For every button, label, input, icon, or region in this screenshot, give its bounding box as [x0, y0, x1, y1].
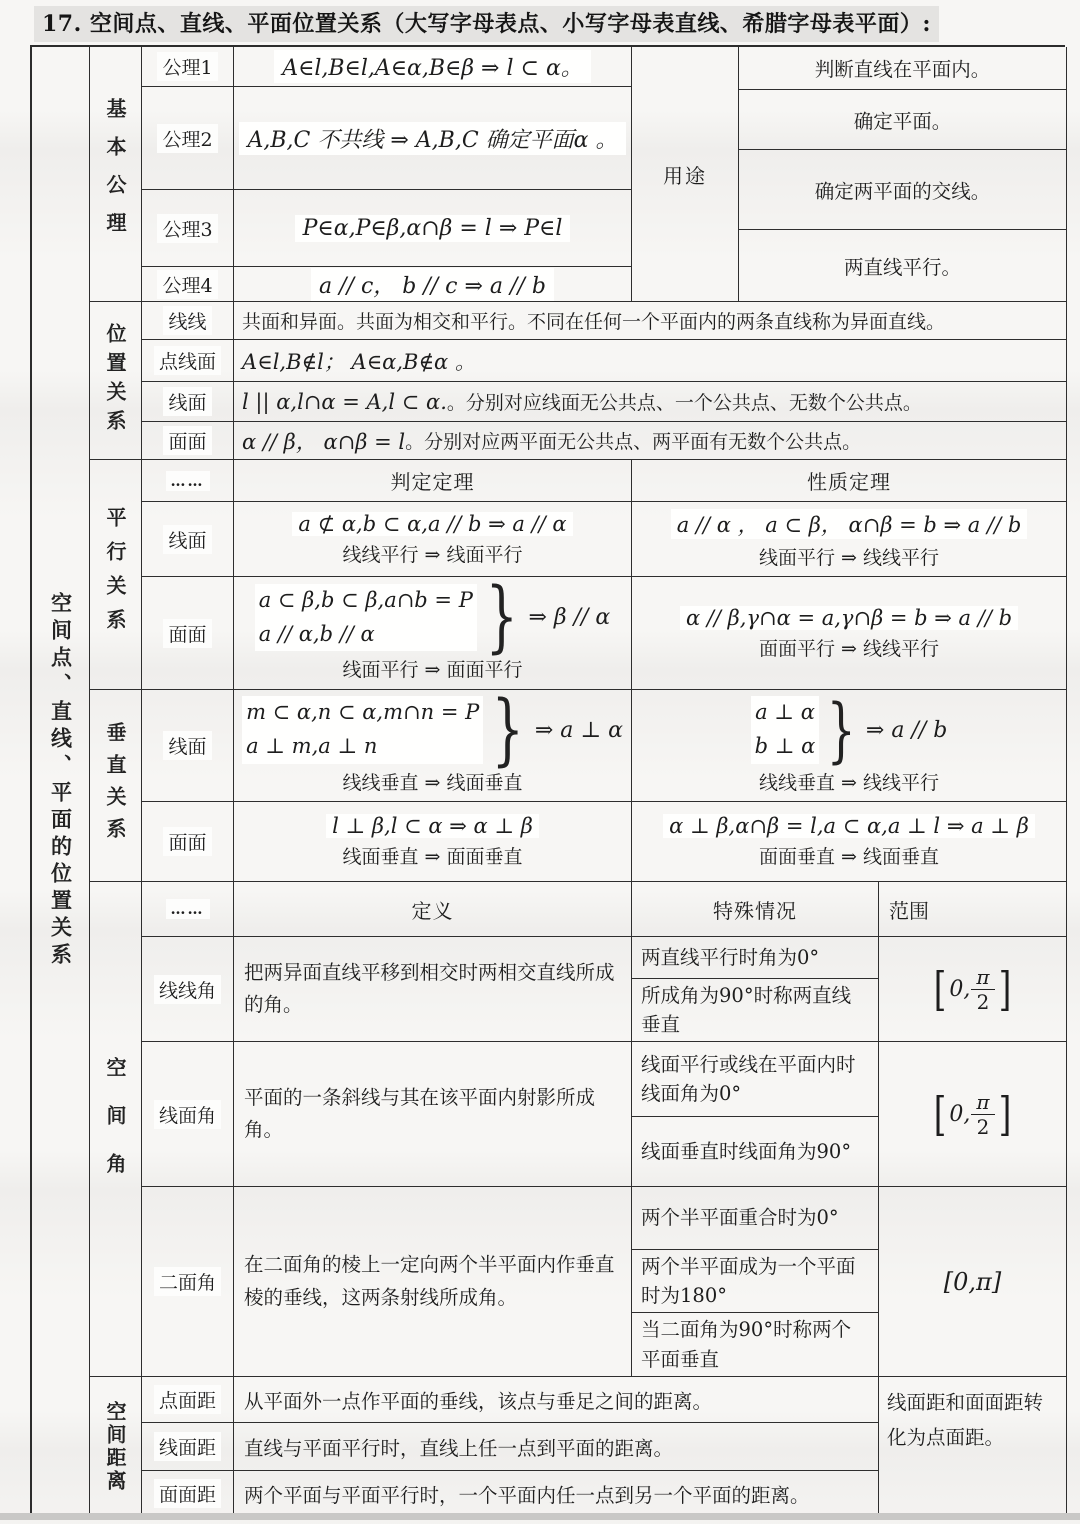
axiom1-formula-cell — [234, 47, 632, 87]
ang-lp-label-cell — [142, 1042, 234, 1187]
perp-plane-plane-row — [142, 802, 1067, 882]
axiom1-formula: A∈l,B∈l,A∈α,B∈β ⇒ l ⊂ α。 — [274, 50, 591, 83]
main-table — [30, 45, 1065, 1515]
perp-pp-prop-note: 面面垂直 ⇒ 线面垂直 — [759, 846, 939, 868]
ang-ll-special-col — [632, 937, 879, 1042]
fraction-denominator: 2 — [976, 989, 990, 1014]
par-lp-label: 线面 — [163, 525, 211, 554]
axiom3-label: 公理3 — [157, 214, 217, 243]
pos-plp-label: 点线面 — [154, 346, 221, 375]
par-lp-judge-formula: a ⊄ α,b ⊂ α,a // b ⇒ a // α — [292, 512, 572, 536]
usage-item-2: 确定平面。 — [739, 90, 1067, 150]
section-parallel — [90, 460, 1067, 690]
axiom2-formula-cell — [234, 87, 632, 190]
parallel-header-row — [142, 460, 1067, 502]
parallel-plane-plane-row — [142, 577, 1067, 690]
special-case-header: 特殊情况 — [632, 882, 879, 937]
right-brace: } — [827, 690, 857, 771]
perp-lp-prop-note: 线线垂直 ⇒ 线线平行 — [759, 771, 939, 794]
position-row-line-plane — [142, 382, 1067, 422]
perp-lp-judge-group — [242, 690, 623, 775]
par-lp-prop-formula: a // α ， a ⊂ β， α∩β = b ⇒ a // b — [671, 509, 1028, 539]
perp-section-label: 垂直关系 — [103, 721, 127, 850]
axiom-row-4 — [142, 267, 632, 302]
par-lp-label-cell — [142, 502, 234, 577]
angles-rows — [142, 882, 1067, 1377]
par-lp-prop-note: 线面平行 ⇒ 线线平行 — [759, 546, 939, 569]
axiom2-label: 公理2 — [157, 124, 217, 153]
section-angles — [90, 882, 1067, 1377]
parallel-section-label-cell — [90, 460, 142, 690]
ang-ll-range-cell — [879, 937, 1067, 1042]
side-label-cell — [32, 47, 90, 1515]
perp-pp-judge-formula: l ⊥ β,l ⊂ α ⇒ α ⊥ β — [326, 814, 539, 838]
perp-lp-prop-group — [751, 690, 948, 771]
pos-plp-math: A∈l,B∉l； A∈α,B∉α 。 — [242, 349, 476, 374]
axiom4-formula: a // c， b // c ⇒ a // b — [311, 268, 554, 301]
perp-lp-judge-lines — [242, 696, 483, 763]
par-pp-label: 面面 — [163, 619, 211, 648]
par-pp-judge-line2: a // α,b // α — [258, 621, 375, 646]
bracket-close: ] — [998, 1086, 1011, 1141]
dist-fpp-label: 面面距 — [154, 1479, 221, 1508]
axioms-section-label: 基本公理 — [103, 98, 127, 250]
property-theorem-header: 性质定理 — [632, 460, 1067, 502]
pos-lp-label: 线面 — [163, 387, 211, 416]
dist-lp-label: 线面距 — [154, 1432, 221, 1461]
dots: …… — [166, 471, 210, 491]
perp-lp-label-cell — [142, 690, 234, 802]
perp-pp-label: 面面 — [163, 827, 211, 856]
parallel-dots-cell — [142, 460, 234, 502]
usage-item-3: 确定两平面的交线。 — [739, 150, 1067, 230]
ang-dh-label: 二面角 — [154, 1267, 221, 1296]
ang-lp-special-2: 线面垂直时线面角为90° — [632, 1117, 879, 1187]
usage-label-cell — [632, 47, 739, 302]
distance-section-label-cell — [90, 1377, 142, 1517]
dist-pp-label: 点面距 — [154, 1385, 221, 1414]
distance-note-cell: 线面距和面面距转化为点面距。 — [879, 1377, 1067, 1517]
pos-ll-label-cell — [142, 302, 234, 340]
position-rows — [142, 302, 1067, 460]
dist-lp-label-cell — [142, 1423, 234, 1471]
fraction-numerator: π — [971, 1091, 994, 1115]
perp-lp-judge-result: ⇒ a ⊥ α — [534, 717, 623, 743]
axiom3-formula-cell — [234, 190, 632, 267]
par-pp-judge-note: 线面平行 ⇒ 面面平行 — [342, 659, 523, 682]
pos-lp-math: l || α,l∩α = A,l ⊂ α. — [242, 389, 447, 414]
perp-pp-prop-cell — [632, 802, 1067, 882]
distance-row-plane-plane — [142, 1471, 879, 1517]
axiom-row-2 — [142, 87, 632, 190]
perp-lp-judge-line2: a ⊥ m,a ⊥ n — [246, 734, 378, 758]
angle-dihedral-row — [142, 1187, 1067, 1377]
judge-theorem-header: 判定定理 — [234, 460, 632, 502]
angle-line-line-row — [142, 937, 1067, 1042]
parallel-rows — [142, 460, 1067, 690]
range-0-pi-over-2 — [931, 961, 1013, 1016]
perp-pp-label-cell — [142, 802, 234, 882]
axiom1-label: 公理1 — [157, 52, 217, 81]
fraction-pi-2 — [971, 966, 994, 1013]
axioms-section-label-cell — [90, 47, 142, 302]
pos-plp-content-cell — [234, 340, 1067, 382]
distance-rows — [142, 1377, 879, 1517]
dist-pp-label-cell — [142, 1377, 234, 1423]
ang-dh-definition: 在二面角的棱上一定向两个半平面内作垂直棱的垂线，这两条射线所成角。 — [234, 1187, 632, 1377]
fraction-pi-2 — [971, 1091, 994, 1138]
perp-lp-prop-line2: b ⊥ α — [754, 734, 816, 758]
perp-lp-label: 线面 — [163, 731, 211, 760]
ang-ll-special-2: 所成角为90°时称两直线垂直 — [632, 979, 879, 1042]
axiom4-label-cell — [142, 267, 234, 302]
axiom3-label-cell — [142, 190, 234, 267]
ang-dh-special-2: 两个半平面成为一个平面时为180° — [632, 1250, 879, 1313]
ang-ll-label: 线线角 — [154, 975, 221, 1004]
par-lp-judge-note: 线线平行 ⇒ 线面平行 — [342, 543, 523, 566]
pos-ll-text: 共面和异面。共面为相交和平行。不同在任何一个平面内的两条直线称为异面直线。 — [242, 311, 946, 333]
par-pp-judge-lines — [255, 584, 477, 651]
pos-lp-content-cell — [234, 382, 1067, 422]
ang-dh-special-col — [632, 1187, 879, 1377]
position-row-point-line-plane — [142, 340, 1067, 382]
par-pp-judge-line1: a ⊂ β,b ⊂ β,a∩b = P — [258, 587, 473, 612]
pos-ll-label: 线线 — [163, 306, 211, 335]
position-row-line-line — [142, 302, 1067, 340]
pos-pp-label-cell — [142, 422, 234, 460]
distance-row-point-plane — [142, 1377, 879, 1423]
usage-list — [739, 47, 1067, 302]
par-pp-prop-formula: α // β,γ∩α = a,γ∩β = b ⇒ a // b — [680, 606, 1018, 630]
pos-pp-label: 面面 — [163, 426, 211, 455]
position-row-plane-plane — [142, 422, 1067, 460]
ang-dh-special-3: 当二面角为90°时称两个平面垂直 — [632, 1313, 879, 1377]
par-pp-judge-result: ⇒ β // α — [528, 605, 611, 630]
perp-lp-prop-lines — [751, 696, 820, 763]
dist-fpp-content: 两个平面与平面平行时，一个平面内任一点到另一个平面的距离。 — [234, 1471, 879, 1517]
ang-lp-definition: 平面的一条斜线与其在该平面内射影所成角。 — [234, 1042, 632, 1187]
ang-dh-range-cell — [879, 1187, 1067, 1377]
pos-pp-math: α // β， α∩β = l — [242, 429, 406, 454]
ang-lp-special-1: 线面平行或线在平面内时线面角为0° — [632, 1042, 879, 1117]
perp-pp-judge-cell — [234, 802, 632, 882]
par-lp-judge-cell — [234, 502, 632, 577]
section-perpendicular — [90, 690, 1067, 882]
axioms-rows — [142, 47, 632, 302]
right-brace: } — [485, 577, 518, 663]
par-lp-prop-cell — [632, 502, 1067, 577]
scan-bottom-band — [0, 1513, 1080, 1520]
parallel-line-plane-row — [142, 502, 1067, 577]
range-header: 范围 — [879, 882, 1067, 937]
section-position — [90, 302, 1067, 460]
perp-line-plane-row — [142, 690, 1067, 802]
par-pp-prop-note: 面面平行 ⇒ 线线平行 — [759, 637, 939, 660]
perp-lp-prop-cell — [632, 690, 1067, 802]
perp-pp-prop-formula: α ⊥ β,α∩β = l,a ⊂ α,a ⊥ l ⇒ a ⊥ β — [663, 814, 1035, 838]
par-pp-judge-cell — [234, 577, 632, 690]
position-section-label-cell — [90, 302, 142, 460]
section-axioms — [90, 47, 1067, 302]
usage-item-4: 两直线平行。 — [739, 230, 1067, 302]
axiom2-label-cell — [142, 87, 234, 190]
axiom-row-3 — [142, 190, 632, 267]
bracket-open: [ — [934, 1086, 947, 1141]
perp-pp-judge-note: 线面垂直 ⇒ 面面垂直 — [342, 846, 523, 868]
range-0-pi: [0,π] — [943, 1267, 1002, 1296]
ang-lp-special-col — [632, 1042, 879, 1187]
usage-label: 用途 — [663, 163, 707, 188]
pos-pp-content-cell — [234, 422, 1067, 460]
usage-item-1: 判断直线在平面内。 — [739, 47, 1067, 90]
ang-lp-range-cell — [879, 1042, 1067, 1187]
ang-ll-label-cell — [142, 937, 234, 1042]
par-pp-label-cell — [142, 577, 234, 690]
pos-lp-label-cell — [142, 382, 234, 422]
bracket-open: [ — [934, 961, 947, 1016]
distance-section-label: 空间距离 — [103, 1400, 127, 1493]
dots: …… — [166, 899, 210, 919]
range-zero: 0, — [949, 976, 971, 1002]
axiom4-label: 公理4 — [157, 270, 217, 299]
page-title: 17. 空间点、直线、平面位置关系（大写字母表点、小写字母表直线、希腊字母表平面）: — [34, 6, 939, 42]
dist-pp-content: 从平面外一点作平面的垂线，该点与垂足之间的距离。 — [234, 1377, 879, 1423]
axiom3-formula: P∈α,P∈β,α∩β = l ⇒ P∈l — [295, 215, 571, 242]
definition-header: 定义 — [234, 882, 632, 937]
perp-lp-judge-note: 线线垂直 ⇒ 线面垂直 — [342, 771, 523, 794]
axiom-row-1 — [142, 47, 632, 87]
angle-line-plane-row — [142, 1042, 1067, 1187]
perp-lp-prop-line1: a ⊥ α — [755, 700, 815, 725]
perp-rows — [142, 690, 1067, 882]
pos-pp-text: 。分别对应两平面无公共点、两平面有无数个公共点。 — [405, 431, 862, 453]
ang-ll-special-1: 两直线平行时角为0° — [632, 937, 879, 979]
position-section-label: 位置关系 — [103, 322, 127, 439]
axiom2-formula: A,B,C 不共线 ⇒ A,B,C 确定平面α 。 — [239, 122, 625, 155]
range-0-pi-over-2 — [931, 1086, 1013, 1141]
perp-lp-prop-result: ⇒ a // b — [865, 717, 948, 743]
par-pp-judge-group — [255, 577, 611, 663]
perp-lp-judge-line1: m ⊂ α,n ⊂ α,m∩n = P — [246, 700, 480, 725]
fraction-denominator: 2 — [976, 1114, 990, 1139]
distance-row-line-plane — [142, 1423, 879, 1471]
ang-lp-label: 线面角 — [154, 1100, 221, 1129]
angles-dots-cell — [142, 882, 234, 937]
right-brace: } — [491, 690, 525, 775]
axiom4-formula-cell — [234, 267, 632, 302]
par-pp-prop-cell — [632, 577, 1067, 690]
bracket-close: ] — [998, 961, 1011, 1016]
pos-plp-label-cell — [142, 340, 234, 382]
ang-dh-special-1: 两个半平面重合时为0° — [632, 1187, 879, 1250]
dist-lp-content: 直线与平面平行时，直线上任一点到平面的距离。 — [234, 1423, 879, 1471]
range-zero: 0, — [949, 1101, 971, 1127]
angles-section-label: 空间角 — [103, 1057, 127, 1201]
angles-header-row — [142, 882, 1067, 937]
angles-section-label-cell — [90, 882, 142, 1377]
table-sections — [90, 47, 1067, 1515]
side-label: 空间点、直线、平面的位置关系 — [48, 591, 74, 970]
perp-lp-judge-cell — [234, 690, 632, 802]
pos-ll-content-cell — [234, 302, 1067, 340]
ang-dh-label-cell — [142, 1187, 234, 1377]
fraction-numerator: π — [971, 966, 994, 990]
pos-lp-text: 。分别对应线面无公共点、一个公共点、无数个公共点。 — [446, 392, 922, 414]
ang-ll-definition: 把两异面直线平移到相交时两相交直线所成的角。 — [234, 937, 632, 1042]
axiom1-label-cell — [142, 47, 234, 87]
section-distance — [90, 1377, 1067, 1517]
parallel-section-label: 平行关系 — [103, 506, 127, 643]
dist-fpp-label-cell — [142, 1471, 234, 1517]
perp-section-label-cell — [90, 690, 142, 882]
